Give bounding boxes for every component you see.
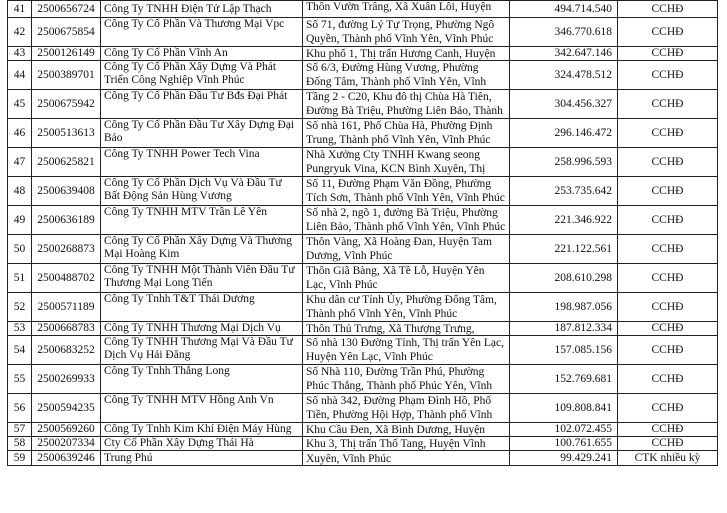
stt-cell: 45 bbox=[8, 90, 32, 119]
company-name-cell: Công Ty TNHH MTV Hồng Anh Vn bbox=[101, 394, 303, 423]
address-cell: Khu dân cư Tỉnh Ủy, Phường Đống Tâm, Thành phố Vĩnh Yên, Vĩnh Phúc bbox=[303, 293, 510, 322]
stt-cell: 46 bbox=[8, 119, 32, 148]
tax-code-cell: 2500625821 bbox=[32, 148, 101, 177]
note-cell: CCHĐ bbox=[618, 1, 718, 18]
tax-code-cell: 2500571189 bbox=[32, 293, 101, 322]
company-name-cell: Công Ty TNHH Thương Mại Dịch Vụ bbox=[101, 322, 303, 336]
note-cell: CCHĐ bbox=[618, 61, 718, 90]
address-cell: Số nhà 130 Đường Tỉnh, Thị trấn Yên Lạc, Huyện Yên Lạc, Vĩnh Phúc bbox=[303, 336, 510, 365]
amount-cell: 100.761.655 bbox=[510, 437, 618, 451]
tax-code-cell: 2500639408 bbox=[32, 177, 101, 206]
amount-cell: 102.072.455 bbox=[510, 423, 618, 437]
note-cell: CCHĐ bbox=[618, 437, 718, 451]
note-cell: CCHĐ bbox=[618, 18, 718, 47]
stt-cell: 42 bbox=[8, 18, 32, 47]
tax-code-cell: 2500488702 bbox=[32, 264, 101, 293]
tax-code-cell: 2500269933 bbox=[32, 365, 101, 394]
table-row bbox=[8, 322, 718, 336]
stt-cell: 59 bbox=[8, 451, 32, 466]
table-row bbox=[8, 423, 718, 437]
address-cell: Số 71, đường Lý Tự Trọng, Phường Ngô Quyền, Thành phố Vĩnh Yên, Vĩnh Phúc bbox=[303, 18, 510, 47]
stt-cell: 49 bbox=[8, 206, 32, 235]
address-cell: Số nhà 161, Phố Chùa Hà, Phường Định Trung, Thành phố Vĩnh Yên, Vĩnh Phúc bbox=[303, 119, 510, 148]
company-name-cell: Công Ty TNHH Thương Mại Và Đầu Tư Dịch Vụ Hải Đăng bbox=[101, 336, 303, 365]
amount-cell: 152.769.681 bbox=[510, 365, 618, 394]
company-name-cell: Công Ty Tnhh Kim Khí Điện Máy Hùng bbox=[101, 423, 303, 437]
stt-cell: 57 bbox=[8, 423, 32, 437]
note-cell: CCHĐ bbox=[618, 336, 718, 365]
table-row bbox=[8, 394, 718, 423]
company-name-cell: Công Ty Cổ Phần Vĩnh An bbox=[101, 47, 303, 61]
stt-cell: 54 bbox=[8, 336, 32, 365]
company-name-cell: Công Ty Cổ Phần Xây Dựng Và Thương Mại Hoàng Kim bbox=[101, 235, 303, 264]
note-cell: CCHĐ bbox=[618, 365, 718, 394]
note-cell: CCHĐ bbox=[618, 177, 718, 206]
tax-code-cell: 2500268873 bbox=[32, 235, 101, 264]
table-row bbox=[8, 206, 718, 235]
amount-cell: 253.735.642 bbox=[510, 177, 618, 206]
amount-cell: 494.714.540 bbox=[510, 1, 618, 18]
stt-cell: 41 bbox=[8, 1, 32, 18]
amount-cell: 187.812.334 bbox=[510, 322, 618, 336]
company-name-cell: Công Ty Cổ Phần Dịch Vụ Và Đầu Tư Bất Động Sản Hùng Vương bbox=[101, 177, 303, 206]
amount-cell: 258.996.593 bbox=[510, 148, 618, 177]
amount-cell: 296.146.472 bbox=[510, 119, 618, 148]
company-name-cell: Công Ty Tnhh T&T Thái Dương bbox=[101, 293, 303, 322]
tax-code-cell: 2500126149 bbox=[32, 47, 101, 61]
company-name-cell: Công Ty Cổ Phần Đầu Tư Xây Dựng Đại Bảo bbox=[101, 119, 303, 148]
company-name-cell: Cty Cổ Phần Xây Dựng Thái Hà bbox=[101, 437, 303, 451]
amount-cell: 324.478.512 bbox=[510, 61, 618, 90]
stt-cell: 47 bbox=[8, 148, 32, 177]
address-cell: Xuyên, Vĩnh Phúc bbox=[303, 451, 510, 466]
tax-code-cell: 2500389701 bbox=[32, 61, 101, 90]
stt-cell: 43 bbox=[8, 47, 32, 61]
note-cell: CCHĐ bbox=[618, 119, 718, 148]
company-name-cell: Công Ty Cổ Phần Xây Dựng Và Phát Triển Công Nghiệp Vĩnh Phúc bbox=[101, 61, 303, 90]
company-name-cell: Công Ty Cổ Phần Đầu Tư Bđs Đại Phát bbox=[101, 90, 303, 119]
stt-cell: 56 bbox=[8, 394, 32, 423]
note-cell: CCHĐ bbox=[618, 293, 718, 322]
company-name-cell: Công Ty TNHH Một Thành Viên Đầu Tư Thương Mại Long Tiến bbox=[101, 264, 303, 293]
amount-cell: 342.647.146 bbox=[510, 47, 618, 61]
stt-cell: 44 bbox=[8, 61, 32, 90]
address-cell: Số 6/3, Đường Hùng Vương, Phường Đống Tâm, Thành phố Vĩnh Yên, Vĩnh bbox=[303, 61, 510, 90]
address-cell: Thôn Thủ Trưng, Xã Thượng Trưng, bbox=[303, 322, 510, 336]
address-cell: Số 11, Đường Phạm Văn Đồng, Phường Tích Sơn, Thành phố Vĩnh Yên, Vĩnh Phúc bbox=[303, 177, 510, 206]
tax-code-cell: 2500675942 bbox=[32, 90, 101, 119]
tax-code-cell: 2500207334 bbox=[32, 437, 101, 451]
note-cell: CCHĐ bbox=[618, 264, 718, 293]
table-row bbox=[8, 177, 718, 206]
address-cell: Khu 3, Thị trấn Thổ Tang, Huyện Vĩnh bbox=[303, 437, 510, 451]
address-cell: Khu phố 1, Thị trấn Hương Canh, Huyện bbox=[303, 47, 510, 61]
stt-cell: 58 bbox=[8, 437, 32, 451]
table-row bbox=[8, 119, 718, 148]
stt-cell: 52 bbox=[8, 293, 32, 322]
tax-code-cell: 2500513613 bbox=[32, 119, 101, 148]
table-body bbox=[8, 1, 718, 466]
address-cell: Khu Cầu Đen, Xã Bình Dương, Huyện bbox=[303, 423, 510, 437]
tax-code-cell: 2500636189 bbox=[32, 206, 101, 235]
address-cell: Thôn Giã Bàng, Xã Tề Lỗ, Huyện Yên Lạc, Vĩnh Phúc bbox=[303, 264, 510, 293]
table-row bbox=[8, 365, 718, 394]
address-cell: Nhà Xưởng Cty TNHH Kwang seong Pungryuk Vina, KCN Bình Xuyên, Thị bbox=[303, 148, 510, 177]
address-cell: Số Nhà 110, Đường Trần Phú, Phường Phúc Thắng, Thành phố Phúc Yên, Vĩnh bbox=[303, 365, 510, 394]
tax-code-cell: 2500683252 bbox=[32, 336, 101, 365]
note-cell: CCHĐ bbox=[618, 47, 718, 61]
amount-cell: 208.610.298 bbox=[510, 264, 618, 293]
address-cell: Thôn Vườn Trâng, Xã Xuân Lôi, Huyện bbox=[303, 1, 510, 18]
note-cell: CCHĐ bbox=[618, 322, 718, 336]
company-name-cell: Công Ty Tnhh Thắng Long bbox=[101, 365, 303, 394]
note-cell: CTK nhiều kỳ bbox=[618, 451, 718, 466]
address-cell: Số nhà 2, ngõ 1, đường Bà Triệu, Phường Liên Bảo, Thành phố Vĩnh Yên, Vĩnh Phúc bbox=[303, 206, 510, 235]
note-cell: CCHĐ bbox=[618, 394, 718, 423]
debt-table bbox=[7, 0, 718, 466]
table-row bbox=[8, 148, 718, 177]
tax-code-cell: 2500639246 bbox=[32, 451, 101, 466]
amount-cell: 99.429.241 bbox=[510, 451, 618, 466]
table-row bbox=[8, 18, 718, 47]
table-row bbox=[8, 1, 718, 18]
company-name-cell: Công Ty TNHH Power Tech Vina bbox=[101, 148, 303, 177]
stt-cell: 53 bbox=[8, 322, 32, 336]
company-name-cell: Công Ty TNHH Điện Tử Lập Thạch bbox=[101, 1, 303, 18]
amount-cell: 346.770.618 bbox=[510, 18, 618, 47]
table-row bbox=[8, 293, 718, 322]
company-name-cell: Trung Phú bbox=[101, 451, 303, 466]
amount-cell: 109.808.841 bbox=[510, 394, 618, 423]
company-name-cell: Công Ty Cổ Phần Và Thương Mại Vpc bbox=[101, 18, 303, 47]
table-row bbox=[8, 437, 718, 451]
stt-cell: 51 bbox=[8, 264, 32, 293]
note-cell: CCHĐ bbox=[618, 235, 718, 264]
table-row bbox=[8, 47, 718, 61]
tax-code-cell: 2500675854 bbox=[32, 18, 101, 47]
table-row bbox=[8, 451, 718, 466]
note-cell: CCHĐ bbox=[618, 148, 718, 177]
tax-code-cell: 2500656724 bbox=[32, 1, 101, 18]
table-row bbox=[8, 90, 718, 119]
tax-code-cell: 2500569260 bbox=[32, 423, 101, 437]
note-cell: CCHĐ bbox=[618, 423, 718, 437]
tax-code-cell: 2500594235 bbox=[32, 394, 101, 423]
address-cell: Tầng 2 - C20, Khu đô thị Chùa Hà Tiên, Đường Bà Triệu, Phường Liên Bảo, Thành bbox=[303, 90, 510, 119]
table-row bbox=[8, 264, 718, 293]
tax-code-cell: 2500668783 bbox=[32, 322, 101, 336]
amount-cell: 221.122.561 bbox=[510, 235, 618, 264]
stt-cell: 48 bbox=[8, 177, 32, 206]
table-row bbox=[8, 235, 718, 264]
note-cell: CCHĐ bbox=[618, 206, 718, 235]
stt-cell: 55 bbox=[8, 365, 32, 394]
amount-cell: 221.346.922 bbox=[510, 206, 618, 235]
table-row bbox=[8, 61, 718, 90]
company-name-cell: Công Ty TNHH MTV Trần Lê Yên bbox=[101, 206, 303, 235]
note-cell: CCHĐ bbox=[618, 90, 718, 119]
amount-cell: 198.987.056 bbox=[510, 293, 618, 322]
address-cell: Thôn Vàng, Xã Hoàng Đan, Huyện Tam Dương, Vĩnh Phúc bbox=[303, 235, 510, 264]
amount-cell: 157.085.156 bbox=[510, 336, 618, 365]
address-cell: Số nhà 342, Đường Phạm Đình Hồ, Phố Tiền, Phường Hội Hợp, Thành phố Vĩnh bbox=[303, 394, 510, 423]
stt-cell: 50 bbox=[8, 235, 32, 264]
table-row bbox=[8, 336, 718, 365]
amount-cell: 304.456.327 bbox=[510, 90, 618, 119]
